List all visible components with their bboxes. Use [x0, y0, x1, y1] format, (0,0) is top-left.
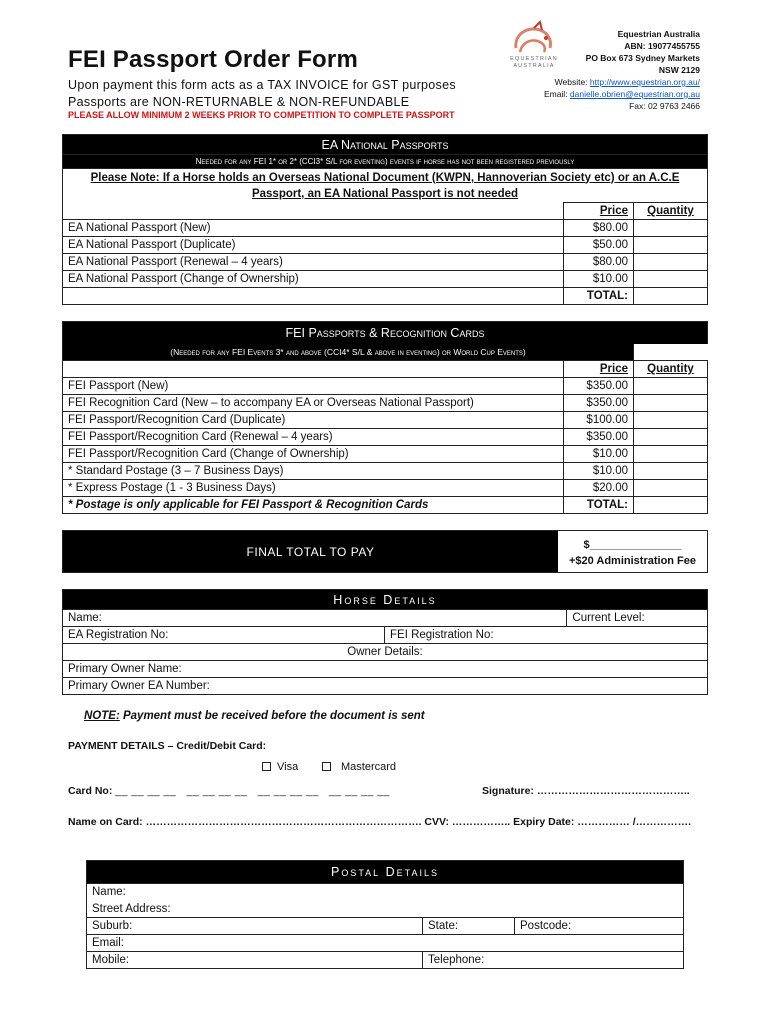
postal-section-heading: Postal Details: [87, 861, 684, 884]
visa-option[interactable]: Visa: [262, 761, 298, 773]
ea-overseas-note: Please Note: If a Horse holds an Overseas National Document (KWPN, Hannoverian Society etc) or an A.C.E Passport, an EA National Passport is not needed: [63, 169, 708, 203]
quantity-field[interactable]: [634, 395, 708, 412]
ea-qty-header: Quantity: [634, 203, 708, 220]
fei-qty-header: Quantity: [634, 361, 708, 378]
payment-note: NOTE: Payment must be received before the document is sent: [84, 710, 425, 722]
state-field[interactable]: State:: [423, 918, 515, 935]
quantity-field[interactable]: [634, 378, 708, 395]
mastercard-checkbox[interactable]: [322, 762, 331, 771]
fei-total-field[interactable]: [634, 497, 708, 514]
visa-checkbox[interactable]: [262, 762, 271, 771]
ea-section-subheading: Needed for any FEI 1* or 2* (CCI3* S/L for eventing) events if horse has not been registered previously: [63, 155, 708, 169]
postcode-field[interactable]: Postcode:: [515, 918, 684, 935]
quantity-field[interactable]: [634, 254, 708, 271]
org-details: Equestrian Australia ABN: 19077455755 PO Box 673 Sydney Markets NSW 2129 Website: http://www.equestrian.org.au/ Email: danielle.obrien@equestrian.org.au Fax: 02 9763 2466: [543, 29, 700, 111]
quantity-field[interactable]: [634, 446, 708, 463]
fei-passports-table: [62, 321, 708, 514]
ea-section-heading: EA National Passports: [63, 135, 708, 155]
email-link[interactable]: danielle.obrien@equestrian.org.au: [569, 89, 700, 99]
tax-invoice-note: Upon payment this form acts as a TAX INVOICE for GST purposes: [68, 78, 456, 92]
fei-registration-field[interactable]: FEI Registration No:: [385, 627, 708, 644]
website-link[interactable]: http://www.equestrian.org.au/: [589, 77, 700, 87]
name-cvv-expiry-field[interactable]: Name on Card: ……………………………………………………………………. CVV: …………….. Expiry Date: …………… /…………….: [68, 816, 692, 828]
fei-section-subheading: (Needed for any FEI Events 3* and above (CCI4* S/L & above in eventing) or World Cup Events): [63, 344, 634, 361]
quantity-field[interactable]: [634, 271, 708, 288]
horse-details-table: [62, 589, 708, 695]
owner-details-label: Owner Details:: [63, 644, 708, 661]
quantity-field[interactable]: [634, 220, 708, 237]
ea-total-field[interactable]: [634, 288, 708, 305]
ea-registration-field[interactable]: EA Registration No:: [63, 627, 385, 644]
quantity-field[interactable]: [634, 463, 708, 480]
table-row: FEI Passport/Recognition Card (Renewal – 4 years) $350.00: [63, 429, 708, 446]
table-row: * Standard Postage (3 – 7 Business Days) $10.00: [63, 463, 708, 480]
ea-price-header: Price: [564, 203, 634, 220]
mastercard-option[interactable]: Mastercard: [322, 761, 396, 773]
form-title: FEI Passport Order Form: [68, 46, 358, 73]
non-refundable-note: Passports are NON-RETURNABLE & NON-REFUNDABLE: [68, 95, 410, 109]
logo-wordmark: EQUESTRIAN AUSTRALIA: [510, 56, 558, 69]
quantity-field[interactable]: [634, 480, 708, 497]
table-row: EA National Passport (New) $80.00: [63, 220, 708, 237]
quantity-field[interactable]: [634, 412, 708, 429]
ea-passports-table: [62, 134, 708, 305]
table-row: FEI Passport/Recognition Card (Duplicate) $100.00: [63, 412, 708, 429]
final-total-label: FINAL TOTAL TO PAY: [63, 531, 558, 572]
processing-warning: PLEASE ALLOW MINIMUM 2 WEEKS PRIOR TO COMPETITION TO COMPLETE PASSPORT: [68, 110, 455, 120]
final-total-box: [62, 530, 708, 573]
owner-name-field[interactable]: Primary Owner Name:: [63, 661, 708, 678]
table-row: EA National Passport (Duplicate) $50.00: [63, 237, 708, 254]
ea-total-label: TOTAL:: [564, 288, 634, 305]
quantity-field[interactable]: [634, 237, 708, 254]
postage-note: * Postage is only applicable for FEI Passport & Recognition Cards: [63, 497, 564, 514]
signature-field[interactable]: Signature: ……………………………………..: [482, 785, 690, 797]
fei-total-label: TOTAL:: [564, 497, 634, 514]
current-level-field[interactable]: Current Level:: [567, 610, 708, 627]
telephone-field[interactable]: Telephone:: [423, 952, 684, 969]
final-total-field[interactable]: $_______________ +$20 Administration Fee: [558, 531, 707, 572]
horse-name-field[interactable]: Name:: [63, 610, 567, 627]
table-row: EA National Passport (Change of Ownership) $10.00: [63, 271, 708, 288]
fei-section-heading: FEI Passports & Recognition Cards: [63, 322, 708, 344]
table-row: FEI Recognition Card (New – to accompany EA or Overseas National Passport) $350.00: [63, 395, 708, 412]
card-number-field[interactable]: Card No: __ __ __ __ __ __ __ __ __ __ __ __ __ __ __ __: [68, 785, 390, 797]
horse-section-heading: Horse Details: [63, 590, 708, 610]
payment-details-label: PAYMENT DETAILS – Credit/Debit Card:: [68, 740, 267, 752]
admin-fee-note: +$20 Administration Fee: [568, 555, 697, 567]
postal-details-table: [86, 860, 684, 969]
owner-ea-field[interactable]: Primary Owner EA Number:: [63, 678, 708, 695]
table-row: * Express Postage (1 - 3 Business Days) $20.00: [63, 480, 708, 497]
suburb-field[interactable]: Suburb:: [87, 918, 423, 935]
postal-name-field[interactable]: Name:: [87, 884, 684, 901]
fei-price-header: Price: [564, 361, 634, 378]
table-row: FEI Passport (New) $350.00: [63, 378, 708, 395]
quantity-field[interactable]: [634, 429, 708, 446]
street-address-field[interactable]: Street Address:: [87, 901, 684, 918]
postal-email-field[interactable]: Email:: [87, 935, 684, 952]
table-row: FEI Passport/Recognition Card (Change of Ownership) $10.00: [63, 446, 708, 463]
mobile-field[interactable]: Mobile:: [87, 952, 423, 969]
table-row: EA National Passport (Renewal – 4 years) $80.00: [63, 254, 708, 271]
